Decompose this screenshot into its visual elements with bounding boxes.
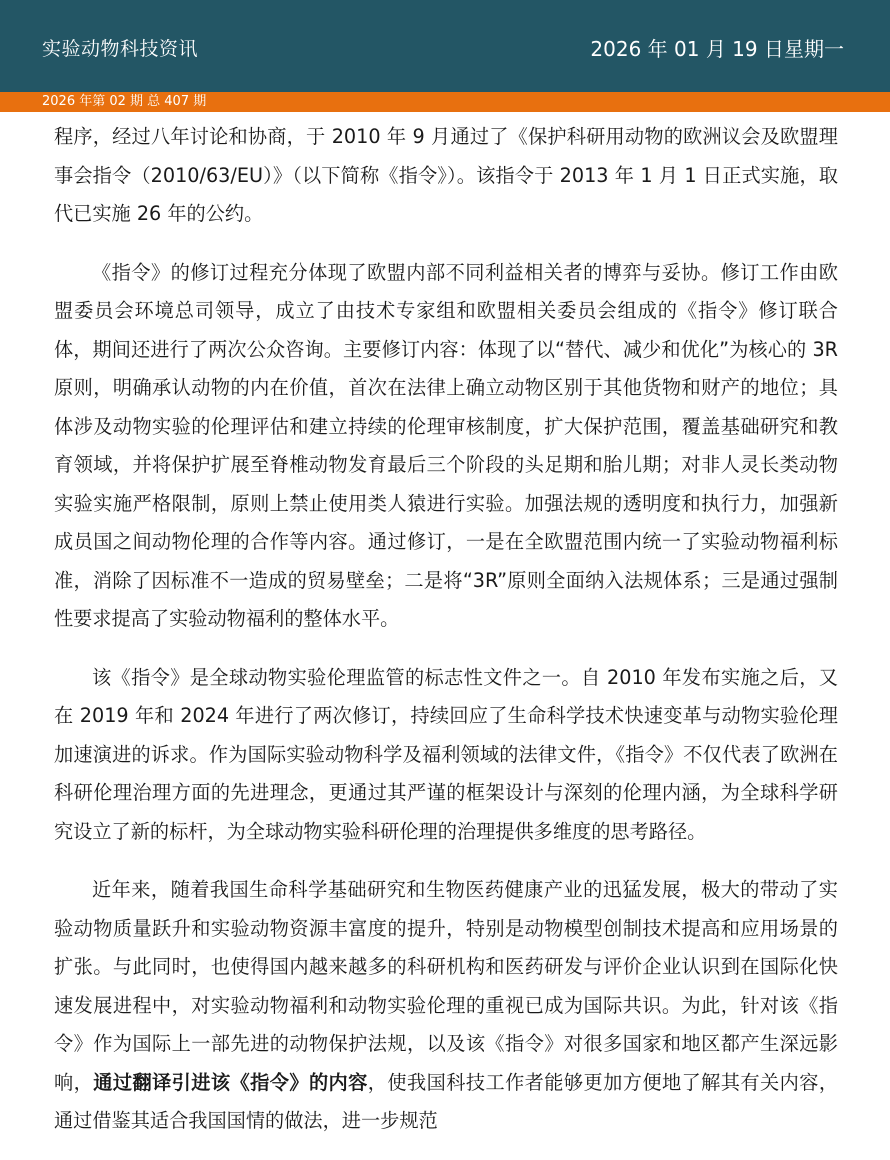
paragraph: 该《指令》是全球动物实验伦理监管的标志性文件之一。自 2010 年发布实施之后，又在 2019 年和 2024 年进行了两次修订，持续回应了生命科学技术快速变革与动物实验伦理加速演进的诉求。作为国际实验动物科学及福利领域的法律文件，《指令》不仅代表了欧洲在科研伦理治理方面的先进理念，更通过其严谨的框架设计与深刻的伦理内涵，为全球科学研究设立了新的标杆，为全球动物实验科研伦理的治理提供多维度的思考路径。 bbox=[54, 665, 838, 843]
issue-bar bbox=[0, 92, 890, 112]
publication-title: 实验动物科技资讯 bbox=[42, 38, 199, 60]
paragraph-text: 近年来，随着我国生命科学基础研究和生物医药健康产业的迅猛发展，极大的带动了实验动物质量跃升和实验动物资源丰富度的提升，特别是动物模型创制技术提高和应用场景的扩张。与此同时，也使得国内越来越多的科研机构和医药研发与评价企业认识到在国际化快速发展进程中，对实验动物福利和动物实验伦理的重视已成为国际共识。为此，针对该《指令》作为国际上一部先进的动物保护法规，以及该《指令》对很多国家和地区都产生深远影响， bbox=[54, 878, 838, 1094]
paragraph bbox=[54, 871, 838, 1141]
issue-number: 2026 年第 02 期 总 407 期 bbox=[42, 94, 207, 109]
header-bar bbox=[0, 0, 890, 92]
bold-emphasis: 通过翻译引进该《指令》的内容 bbox=[93, 1070, 368, 1094]
paragraph: 《指令》的修订过程充分体现了欧盟内部不同利益相关者的博弈与妥协。修订工作由欧盟委员会环境总司领导，成立了由技术专家组和欧盟相关委员会组成的《指令》修订联合体，期间还进行了两次公众咨询。主要修订内容：体现了以“替代、减少和优化”为核心的 3R 原则，明确承认动物的内在价值，首次在法律上确立动物区别于其他货物和财产的地位；具体涉及动物实验的伦理评估和建立持续的伦理审核制度，扩大保护范围，覆盖基础研究和教育领域，并将保护扩展至脊椎动物发育最后三个阶段的头足期和胎儿期；对非人灵长类动物实验实施严格限制，原则上禁止使用类人猿进行实验。加强法规的透明度和执行力，加强新成员国之间动物伦理的合作等内容。通过修订，一是在全欧盟范围内统一了实验动物福利标准，消除了因标准不一造成的贸易壁垒；二是将“3R”原则全面纳入法规体系；三是通过强制性要求提高了实验动物福利的整体水平。 bbox=[54, 260, 838, 630]
article-body bbox=[54, 118, 838, 1160]
publication-date: 2026 年 01 月 19 日星期一 bbox=[590, 37, 844, 61]
paragraph: 程序，经过八年讨论和协商，于 2010 年 9 月通过了《保护科研用动物的欧洲议会及欧盟理事会指令（2010/63/EU）》（以下简称《指令》）。该指令于 2013 年 1 月 1 日正式实施，取代已实施 26 年的公约。 bbox=[54, 125, 838, 225]
paragraph-text: ，使我国科技工作者能够更加方便地了解其有关内容，通过借鉴其适合我国国情的做法，进一步规范 bbox=[54, 1070, 839, 1132]
